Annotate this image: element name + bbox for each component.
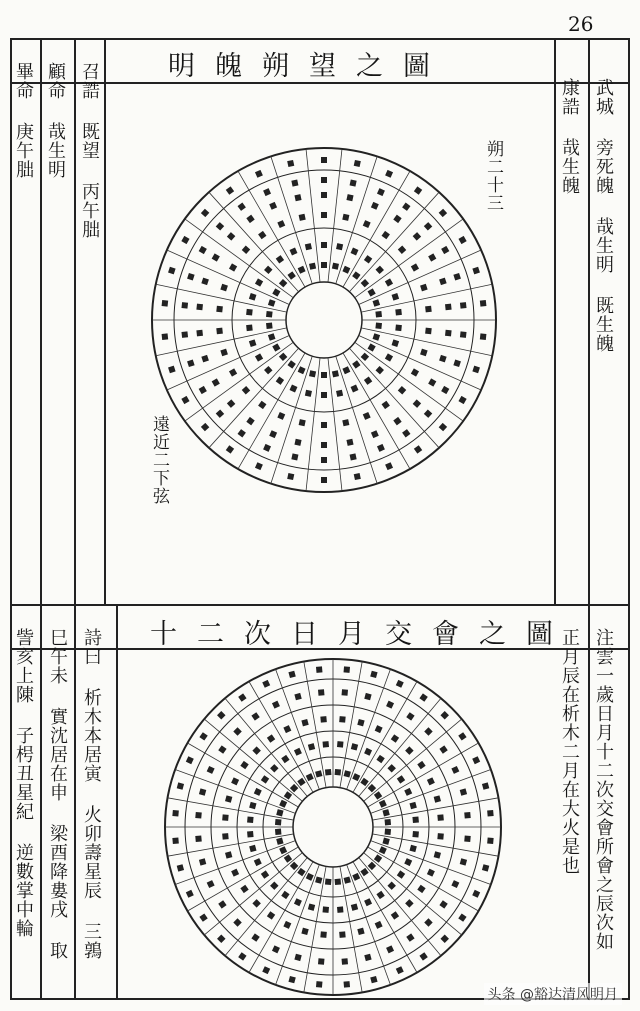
column-rule bbox=[40, 38, 42, 998]
annotation-bottom: 遠近二下弦 bbox=[149, 415, 169, 505]
column-rule bbox=[554, 38, 556, 604]
poem-col-1: 詩曰 析木本居寅 火卯壽星辰 三鶉 bbox=[81, 628, 102, 960]
lunar-phase-wheel-icon bbox=[144, 140, 504, 500]
top-title: 明魄朔望之圖 bbox=[168, 51, 450, 82]
column-rule bbox=[104, 38, 106, 604]
right-col-2: 康誥 哉生魄 bbox=[559, 78, 580, 195]
annotation-top: 朔二十三 bbox=[483, 140, 503, 212]
note-col-2: 正月辰在析木二月在大火是也 bbox=[559, 628, 580, 875]
poem-col-2: 巳午未 實沈居在申 梁酉降婁戌 取 bbox=[47, 628, 68, 960]
column-rule bbox=[588, 38, 590, 998]
column-rule bbox=[116, 604, 118, 998]
column-rule bbox=[74, 38, 76, 998]
left-col-3: 畢命 庚午朏 bbox=[13, 62, 34, 179]
page-number: 26 bbox=[568, 12, 594, 36]
left-col-2: 顧命 哉生明 bbox=[45, 62, 66, 179]
note-col-1: 注雲一歲日月十二次交會所會之辰次如 bbox=[593, 628, 614, 951]
bottom-title: 十二次日月交會之圖 bbox=[150, 619, 573, 650]
section-divider bbox=[10, 604, 630, 606]
poem-col-3: 訾亥上陳 子枵丑星紀 逆數掌中輪 bbox=[13, 628, 34, 938]
right-col-1: 武城 旁死魄 哉生明 既生魄 bbox=[593, 78, 614, 353]
watermark: 头条 @豁达清风明月 bbox=[484, 983, 622, 1005]
left-col-1: 召誥 既望 丙午朏 bbox=[79, 62, 100, 239]
twelve-stations-wheel-icon bbox=[158, 652, 508, 1002]
